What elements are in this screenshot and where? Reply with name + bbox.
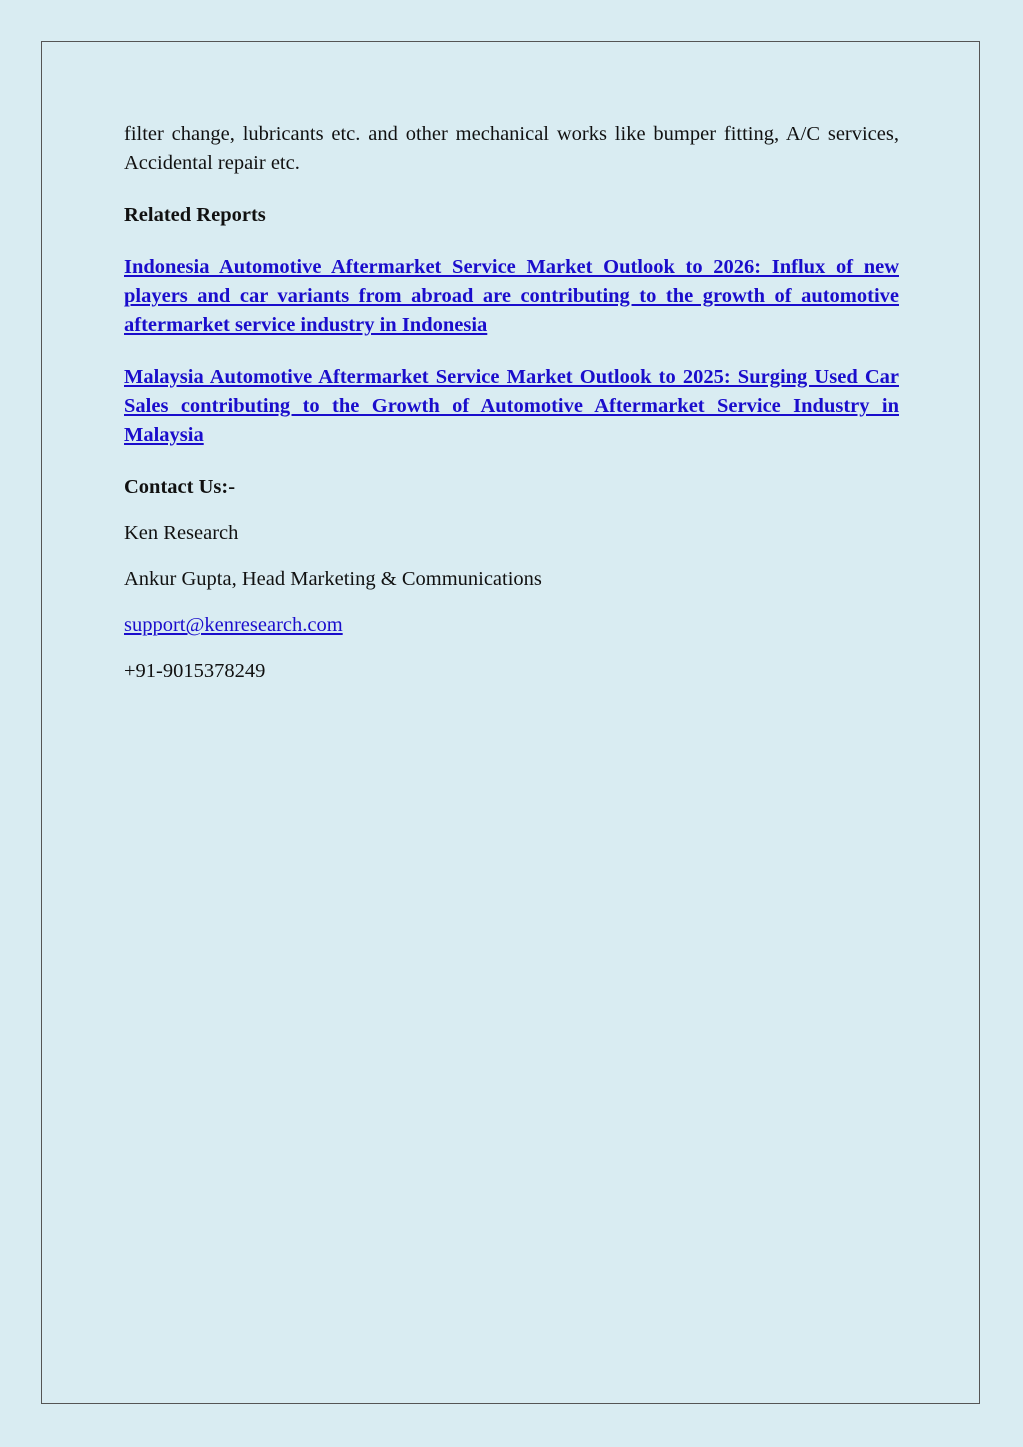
related-reports-heading: Related Reports	[124, 204, 266, 226]
related-report-link-indonesia[interactable]: Indonesia Automotive Aftermarket Service Market Outlook to 2026: Influx of new players and car variants from abroad are contributing to the growth of automotive aftermarket service industry in Indonesia	[124, 256, 899, 336]
contact-email-link[interactable]: support@kenresearch.com	[124, 614, 343, 636]
related-report-link-malaysia[interactable]: Malaysia Automotive Aftermarket Service Market Outlook to 2025: Surging Used Car Sales contributing to the Growth of Automotive Aftermarket Service Industry in Malaysia	[124, 366, 899, 446]
contact-phone: +91-9015378249	[124, 660, 266, 682]
contact-person: Ankur Gupta, Head Marketing & Communications	[124, 568, 542, 590]
contact-company: Ken Research	[124, 522, 239, 544]
related-report-item	[124, 253, 899, 340]
contact-email-line	[124, 611, 899, 640]
intro-paragraph: filter change, lubricants etc. and other mechanical works like bumper fitting, A/C services, Accidental repair etc.	[124, 123, 899, 174]
related-report-item	[124, 363, 899, 450]
contact-heading: Contact Us:-	[124, 476, 236, 498]
document-body	[124, 120, 899, 686]
